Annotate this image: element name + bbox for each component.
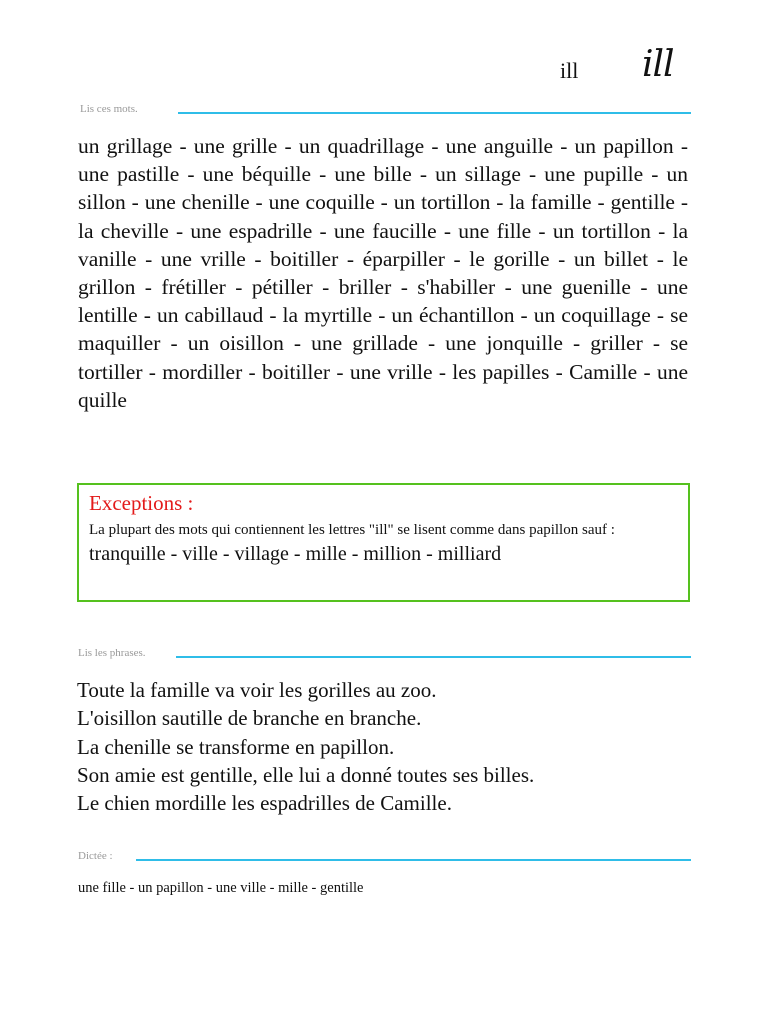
exceptions-explanation: La plupart des mots qui contiennent les lettres "ill" se lisent comme dans papillon sauf : — [89, 522, 615, 538]
sound-cursive-label: ill — [642, 44, 674, 85]
read-sentences-rule — [176, 656, 691, 658]
exceptions-box — [77, 483, 690, 602]
dictation-rule — [136, 859, 691, 861]
sentence: La chenille se transforme en papillon. — [77, 734, 395, 759]
read-sentences-label: Lis les phrases. — [78, 647, 146, 659]
sentence: Le chien mordille les espadrilles de Camille. — [77, 791, 452, 816]
dictation-label: Dictée : — [78, 850, 113, 862]
read-words-rule — [178, 112, 691, 114]
sentence: Son amie est gentille, elle lui a donné toutes ses billes. — [77, 762, 535, 787]
exceptions-title: Exceptions : — [89, 491, 194, 515]
sentence-list — [77, 676, 697, 817]
sentence: L'oisillon sautille de branche en branche. — [77, 706, 422, 731]
sound-print-label: ill — [560, 58, 579, 83]
sentence: Toute la famille va voir les gorilles au zoo. — [77, 678, 437, 702]
dictation-words: une fille - un papillon - une ville - mille - gentille — [78, 880, 364, 896]
read-words-label: Lis ces mots. — [80, 103, 138, 115]
word-list: un grillage - une grille - un quadrillage - une anguille - un papillon - une pastille - une béquille - une bille - un sillage - une pupille - un sillon - une chenille - une coquille - un tortillon - la famille - gentille - la cheville - une espadrille - une faucille - une fille - un tortillon - la vanille - une vrille - boitiller - éparpiller - le gorille - un billet - le grillon - frétiller - pétiller - briller - s'habiller - une guenille - une lentille - un cabillaud - la myrtille - un échantillon - un coquillage - se maquiller - un oisillon - une grillade - une jonquille - griller - se tortiller - mordiller - boitiller - une vrille - les papilles - Camille - une quille — [78, 134, 688, 412]
exceptions-words: tranquille - ville - village - mille - million - milliard — [89, 543, 502, 565]
